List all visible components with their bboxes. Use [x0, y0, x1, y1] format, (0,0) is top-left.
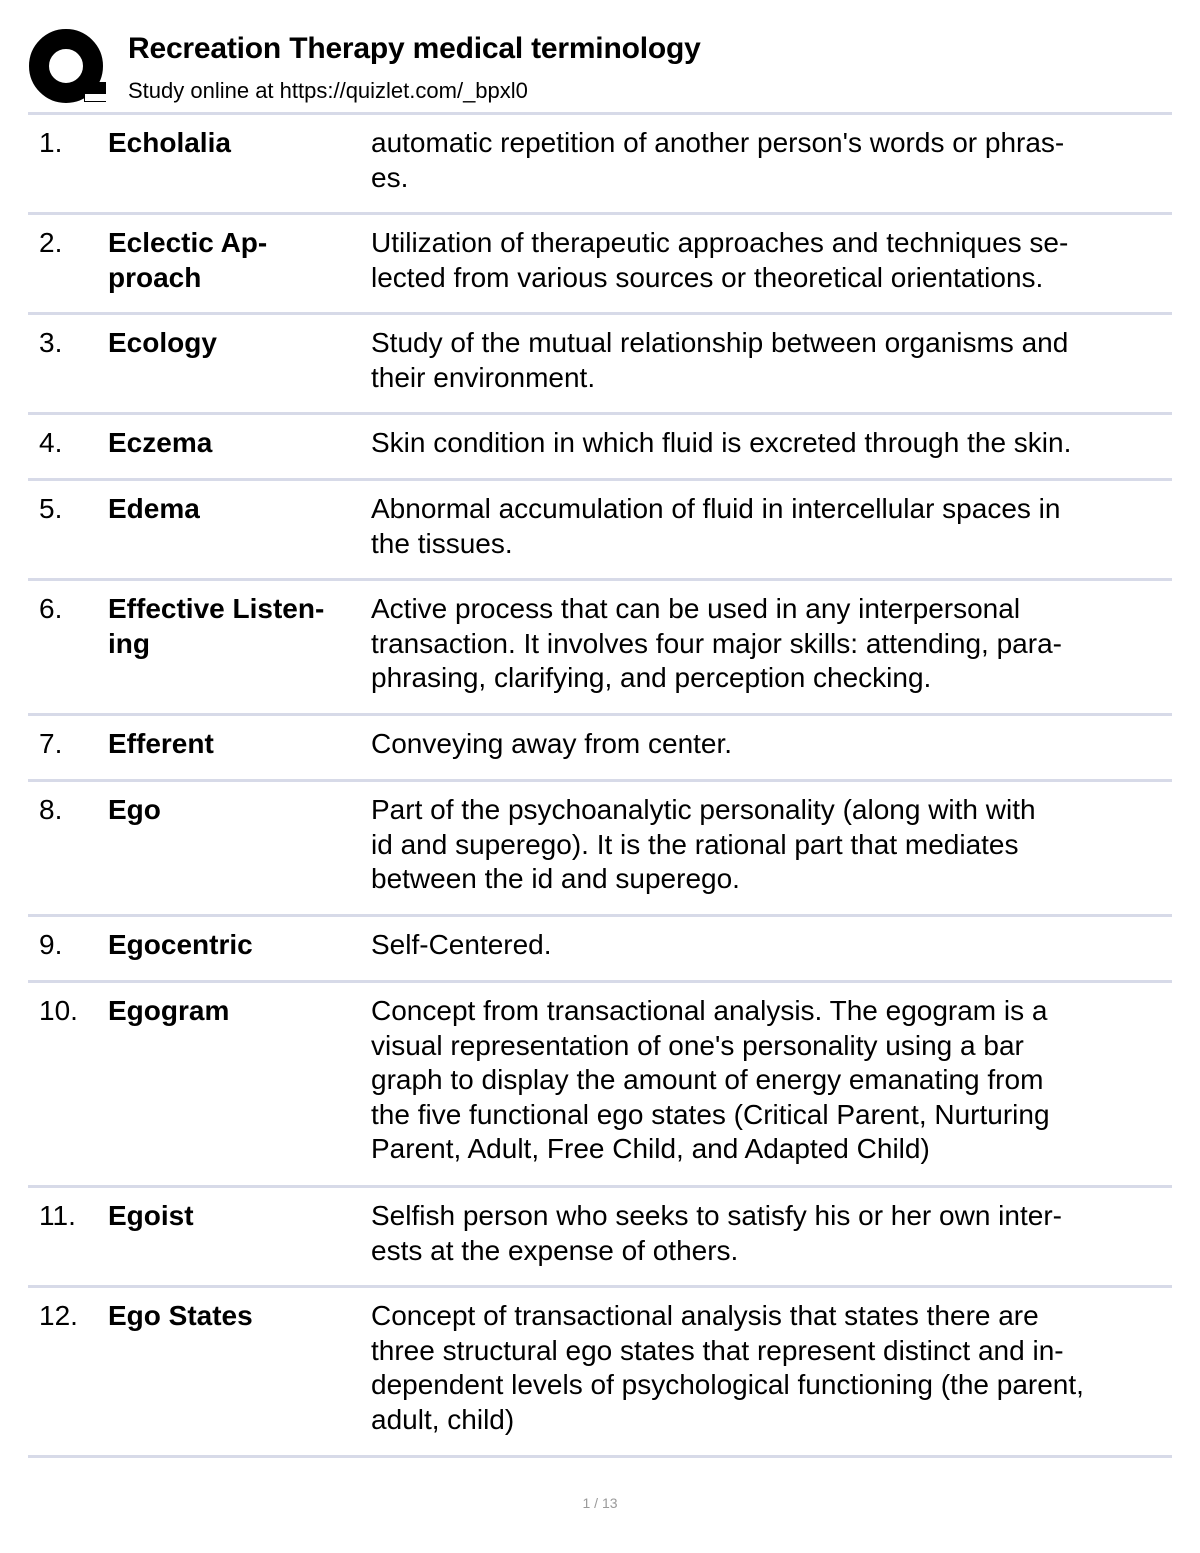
term-row: [28, 782, 1172, 917]
term-word: Edema: [108, 493, 200, 524]
term-number: 1.: [39, 127, 63, 158]
term-number: 12.: [39, 1300, 78, 1331]
term-number: 6.: [39, 593, 63, 624]
term-word: Echolalia: [108, 127, 231, 158]
page-header: [28, 28, 1172, 112]
term-definition: Abnormal accumulation of fluid in intercellular spaces in the tissues.: [371, 493, 1061, 559]
term-word: Egoist: [108, 1200, 194, 1231]
term-definition: Selfish person who seeks to satisfy his or her own inter- ests at the expense of others.: [371, 1200, 1062, 1266]
term-word: Eclectic Ap- proach: [108, 227, 268, 293]
term-row: [28, 415, 1172, 481]
term-number: 5.: [39, 493, 63, 524]
term-definition: Active process that can be used in any interpersonal transaction. It involves four major skills: attending, para- phrasing, clarifying, and perception checking.: [371, 593, 1062, 694]
term-word: Ecology: [108, 327, 217, 358]
term-number: 11.: [39, 1200, 76, 1231]
term-word: Effective Listen- ing: [108, 593, 325, 659]
term-definition: Part of the psychoanalytic personality (along with with id and superego). It is the rational part that mediates between the id and superego.: [371, 794, 1036, 895]
term-definition: Self-Centered.: [371, 929, 552, 960]
term-definition: Utilization of therapeutic approaches and techniques se- lected from various sources or theoretical orientations.: [371, 227, 1069, 293]
term-number: 9.: [39, 929, 63, 960]
term-row: [28, 481, 1172, 581]
term-word: Egogram: [108, 995, 230, 1026]
terms-list: [28, 115, 1172, 1458]
quizlet-q-logo-icon: [28, 28, 108, 108]
page-title: Recreation Therapy medical terminology: [128, 32, 701, 65]
term-row: [28, 917, 1172, 983]
term-definition: Concept of transactional analysis that states there are three structural ego states that represent distinct and in- dependent levels of psychological functioning (the parent, adult, child): [371, 1300, 1084, 1435]
term-number: 3.: [39, 327, 63, 358]
term-definition: Skin condition in which fluid is excreted through the skin.: [371, 427, 1072, 458]
term-row: [28, 581, 1172, 716]
term-number: 8.: [39, 794, 63, 825]
term-word: Egocentric: [108, 929, 253, 960]
term-number: 10.: [39, 995, 78, 1026]
term-word: Ego States: [108, 1300, 253, 1331]
term-definition: automatic repetition of another person's words or phras- es.: [371, 127, 1065, 193]
term-word: Eczema: [108, 427, 213, 458]
term-row: [28, 1188, 1172, 1288]
term-row: [28, 215, 1172, 315]
term-row: [28, 115, 1172, 215]
term-word: Efferent: [108, 728, 214, 759]
term-row: [28, 716, 1172, 782]
term-number: 4.: [39, 427, 63, 458]
term-definition: Study of the mutual relationship between organisms and their environment.: [371, 327, 1069, 393]
term-definition: Conveying away from center.: [371, 728, 733, 759]
page-number: 1 / 13: [582, 1495, 618, 1511]
term-number: 2.: [39, 227, 63, 258]
term-row: [28, 1288, 1172, 1458]
term-row: [28, 315, 1172, 415]
term-row: [28, 983, 1172, 1188]
term-word: Ego: [108, 794, 161, 825]
study-link[interactable]: Study online at https://quizlet.com/_bpxl0: [128, 78, 528, 103]
term-definition: Concept from transactional analysis. The egogram is a visual representation of one's personality using a bar graph to display the amount of energy emanating from the five functional ego states (Critical Parent, Nurturing Parent, Adult, Free Child, and Adapted Child): [371, 995, 1050, 1165]
term-number: 7.: [39, 728, 63, 759]
